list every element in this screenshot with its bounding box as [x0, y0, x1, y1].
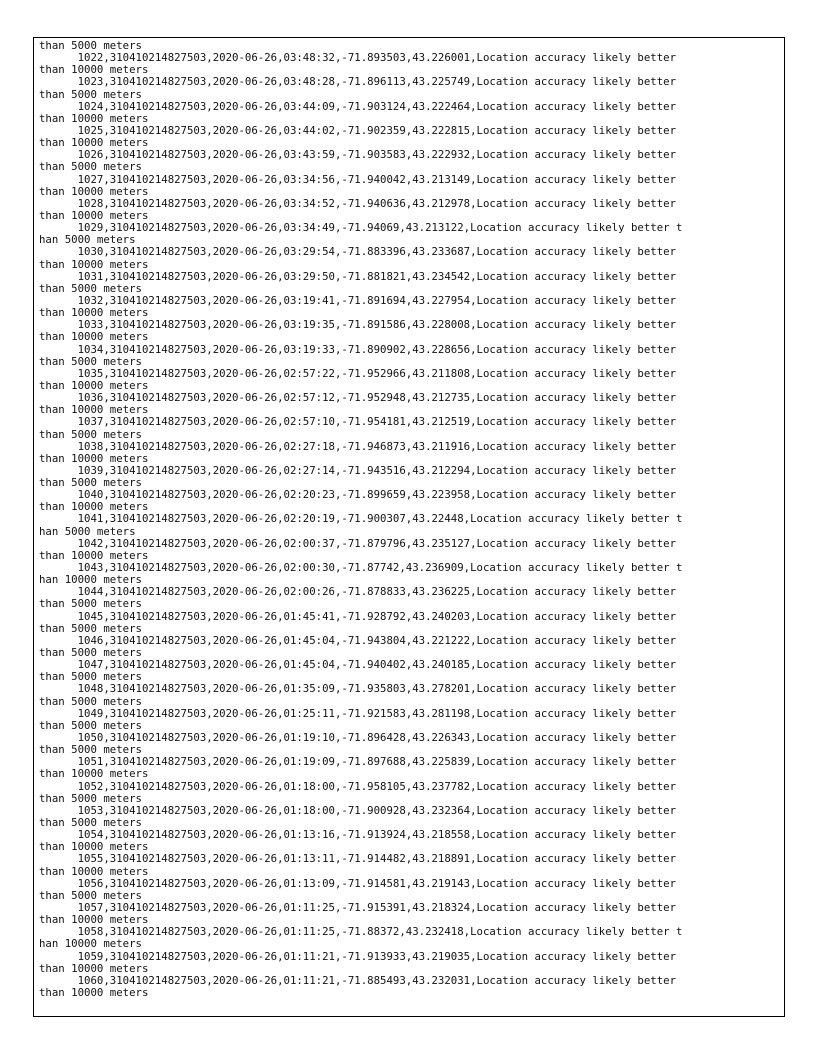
- log-line: 1039,310410214827503,2020-06-26,02:27:14,-71.943516,43.212294,Location accuracy likely better: [39, 463, 677, 477]
- log-line: 1032,310410214827503,2020-06-26,03:19:41,-71.891694,43.227954,Location accuracy likely better: [39, 293, 677, 307]
- log-line: 1041,310410214827503,2020-06-26,02:20:19,-71.900307,43.22448,Location accuracy likely better t: [39, 512, 683, 526]
- log-line: 1038,310410214827503,2020-06-26,02:27:18,-71.946873,43.211916,Location accuracy likely better: [39, 439, 677, 453]
- log-line: than 5000 meters: [39, 597, 142, 611]
- log-line: 1044,310410214827503,2020-06-26,02:00:26,-71.878833,43.236225,Location accuracy likely better: [39, 585, 677, 599]
- log-line: han 5000 meters: [39, 524, 136, 538]
- log-line: 1034,310410214827503,2020-06-26,03:19:33,-71.890902,43.228656,Location accuracy likely better: [39, 342, 677, 356]
- log-line: 1050,310410214827503,2020-06-26,01:19:10,-71.896428,43.226343,Location accuracy likely better: [39, 731, 677, 745]
- log-line: than 10000 meters: [39, 913, 149, 927]
- log-line: 1022,310410214827503,2020-06-26,03:48:32,-71.893503,43.226001,Location accuracy likely better: [39, 51, 677, 65]
- log-line: than 10000 meters: [39, 136, 149, 150]
- log-line: than 5000 meters: [39, 160, 142, 174]
- log-line: 1024,310410214827503,2020-06-26,03:44:09,-71.903124,43.222464,Location accuracy likely better: [39, 99, 677, 113]
- log-line: than 10000 meters: [39, 306, 149, 320]
- log-line: 1036,310410214827503,2020-06-26,02:57:12,-71.952948,43.212735,Location accuracy likely better: [39, 391, 677, 405]
- log-line: than 5000 meters: [39, 718, 142, 732]
- log-line: than 5000 meters: [39, 354, 142, 368]
- log-line: 1023,310410214827503,2020-06-26,03:48:28,-71.896113,43.225749,Location accuracy likely better: [39, 75, 677, 89]
- log-line: 1043,310410214827503,2020-06-26,02:00:30,-71.87742,43.236909,Location accuracy likely better t: [39, 561, 683, 575]
- log-line: than 5000 meters: [39, 476, 142, 490]
- log-line: 1055,310410214827503,2020-06-26,01:13:11,-71.914482,43.218891,Location accuracy likely better: [39, 852, 677, 866]
- location-log-text: [34, 38, 784, 999]
- log-line: 1029,310410214827503,2020-06-26,03:34:49,-71.94069,43.213122,Location accuracy likely better t: [39, 221, 683, 235]
- log-line: 1051,310410214827503,2020-06-26,01:19:09,-71.897688,43.225839,Location accuracy likely better: [39, 755, 677, 769]
- document-page-frame: [33, 37, 785, 1017]
- log-line: 1033,310410214827503,2020-06-26,03:19:35,-71.891586,43.228008,Location accuracy likely better: [39, 318, 677, 332]
- log-line: than 5000 meters: [39, 427, 142, 441]
- log-line: 1042,310410214827503,2020-06-26,02:00:37,-71.879796,43.235127,Location accuracy likely better: [39, 536, 677, 550]
- log-line: than 10000 meters: [39, 500, 149, 514]
- log-line: than 10000 meters: [39, 840, 149, 854]
- log-line: 1025,310410214827503,2020-06-26,03:44:02,-71.902359,43.222815,Location accuracy likely better: [39, 123, 677, 137]
- log-line: 1037,310410214827503,2020-06-26,02:57:10,-71.954181,43.212519,Location accuracy likely better: [39, 415, 677, 429]
- log-line: than 5000 meters: [39, 281, 142, 295]
- log-line: than 10000 meters: [39, 330, 149, 344]
- log-line: 1045,310410214827503,2020-06-26,01:45:41,-71.928792,43.240203,Location accuracy likely better: [39, 609, 677, 623]
- log-line: 1027,310410214827503,2020-06-26,03:34:56,-71.940042,43.213149,Location accuracy likely better: [39, 172, 677, 186]
- log-line: 1031,310410214827503,2020-06-26,03:29:50,-71.881821,43.234542,Location accuracy likely better: [39, 269, 677, 283]
- log-line: 1060,310410214827503,2020-06-26,01:11:21,-71.885493,43.232031,Location accuracy likely better: [39, 973, 677, 987]
- log-line: than 5000 meters: [39, 694, 142, 708]
- log-line: than 5000 meters: [39, 791, 142, 805]
- log-line: 1058,310410214827503,2020-06-26,01:11:25,-71.88372,43.232418,Location accuracy likely better t: [39, 925, 683, 939]
- log-line: than 10000 meters: [39, 961, 149, 975]
- log-line: 1054,310410214827503,2020-06-26,01:13:16,-71.913924,43.218558,Location accuracy likely better: [39, 828, 677, 842]
- log-line: than 5000 meters: [39, 621, 142, 635]
- log-line: than 10000 meters: [39, 111, 149, 125]
- log-line: 1028,310410214827503,2020-06-26,03:34:52,-71.940636,43.212978,Location accuracy likely better: [39, 196, 677, 210]
- log-line: than 5000 meters: [39, 816, 142, 829]
- log-line: than 10000 meters: [39, 257, 149, 271]
- log-line: than 10000 meters: [39, 548, 149, 562]
- log-line: than 5000 meters: [39, 646, 142, 660]
- log-line: 1040,310410214827503,2020-06-26,02:20:23,-71.899659,43.223958,Location accuracy likely better: [39, 488, 677, 502]
- log-line: han 10000 meters: [39, 573, 142, 587]
- log-line: 1046,310410214827503,2020-06-26,01:45:04,-71.943804,43.221222,Location accuracy likely better: [39, 633, 677, 647]
- log-line: han 5000 meters: [39, 233, 136, 247]
- log-line: than 5000 meters: [39, 888, 142, 902]
- log-line: 1057,310410214827503,2020-06-26,01:11:25,-71.915391,43.218324,Location accuracy likely better: [39, 900, 677, 914]
- log-line: than 10000 meters: [39, 985, 149, 999]
- log-line: than 10000 meters: [39, 63, 149, 77]
- log-line: than 5000 meters: [39, 743, 142, 757]
- log-line: than 5000 meters: [39, 87, 142, 101]
- log-line: 1049,310410214827503,2020-06-26,01:25:11,-71.921583,43.281198,Location accuracy likely better: [39, 706, 677, 720]
- log-line: than 10000 meters: [39, 378, 149, 392]
- log-line: than 5000 meters: [39, 39, 142, 52]
- log-line: than 10000 meters: [39, 451, 149, 465]
- log-line: han 10000 meters: [39, 937, 142, 951]
- log-line: 1030,310410214827503,2020-06-26,03:29:54,-71.883396,43.233687,Location accuracy likely better: [39, 245, 677, 259]
- log-line: than 5000 meters: [39, 670, 142, 684]
- log-line: 1052,310410214827503,2020-06-26,01:18:00,-71.958105,43.237782,Location accuracy likely better: [39, 779, 677, 793]
- log-line: 1035,310410214827503,2020-06-26,02:57:22,-71.952966,43.211808,Location accuracy likely better: [39, 366, 677, 380]
- log-line: 1053,310410214827503,2020-06-26,01:18:00,-71.900928,43.232364,Location accuracy likely better: [39, 803, 677, 817]
- log-line: than 10000 meters: [39, 208, 149, 222]
- log-line: than 10000 meters: [39, 864, 149, 878]
- log-line: 1059,310410214827503,2020-06-26,01:11:21,-71.913933,43.219035,Location accuracy likely better: [39, 949, 677, 963]
- log-line: than 10000 meters: [39, 403, 149, 417]
- log-line: 1047,310410214827503,2020-06-26,01:45:04,-71.940402,43.240185,Location accuracy likely better: [39, 658, 677, 672]
- log-line: 1048,310410214827503,2020-06-26,01:35:09,-71.935803,43.278201,Location accuracy likely better: [39, 682, 677, 696]
- log-line: 1056,310410214827503,2020-06-26,01:13:09,-71.914581,43.219143,Location accuracy likely better: [39, 876, 677, 890]
- log-line: than 10000 meters: [39, 767, 149, 781]
- log-line: than 10000 meters: [39, 184, 149, 198]
- log-line: 1026,310410214827503,2020-06-26,03:43:59,-71.903583,43.222932,Location accuracy likely better: [39, 148, 677, 162]
